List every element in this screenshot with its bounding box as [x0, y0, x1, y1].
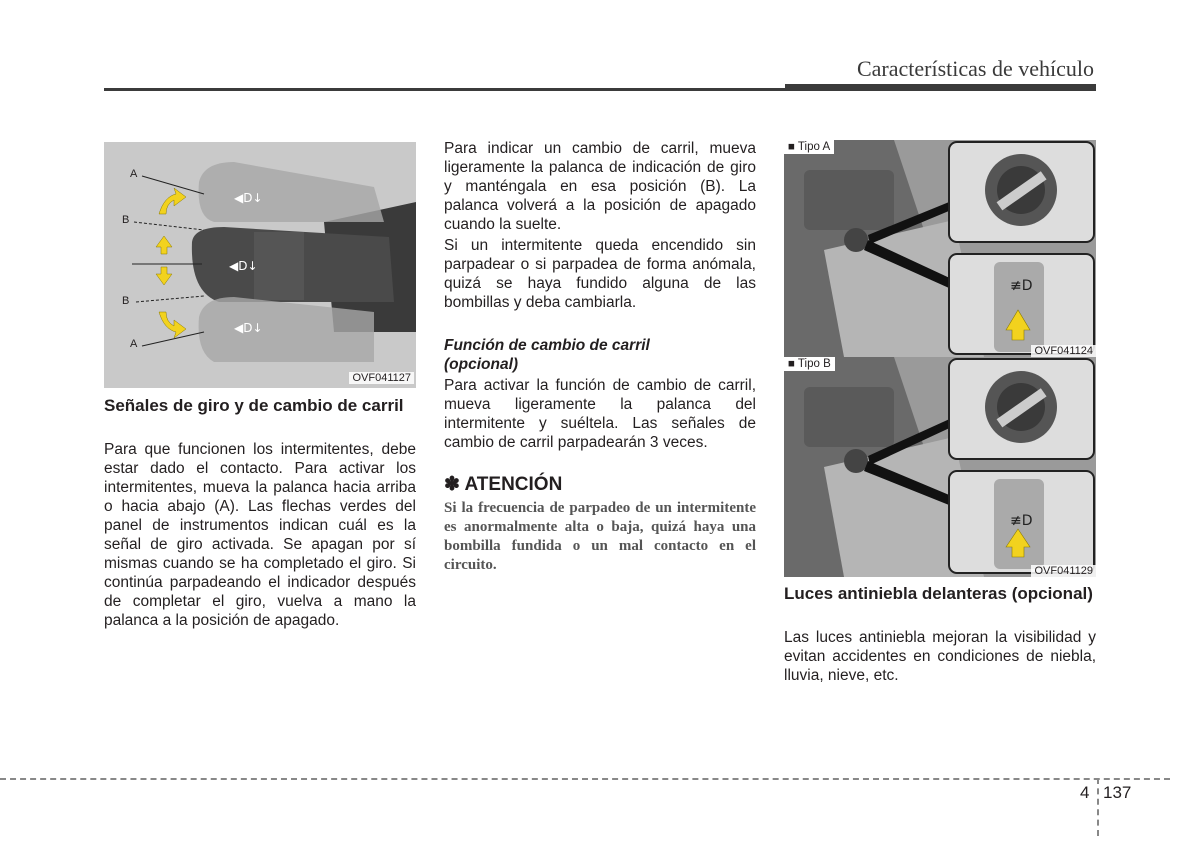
svg-text:◀D↓: ◀D↓ [234, 191, 263, 205]
lane-change-function-paragraph: Para activar la función de cambio de carril, mueva ligeramente la palanca del intermitente y suéltela. Las señales de cambio de carril parpadearán 3 veces. [444, 377, 756, 451]
svg-text:≢D: ≢D [1010, 278, 1033, 294]
footer-divider [1097, 778, 1099, 836]
figure-a-code: OVF041124 [1031, 345, 1096, 357]
fog-lights-heading: Luces antiniebla delanteras (opcional) [784, 584, 1093, 603]
turn-signal-body: Para que funcionen los intermitentes, debe estar dado el contacto. Para activar los intermitentes, mueva la palanca hacia arriba o hacia abajo (A). Las flechas verdes del panel de instrumentos indican cuál es la señal de giro activada. Se apagan por sí mismas cuando se ha completado el giro. Si continúa parpadeando el indicador después de completar el giro, vuelva a mano la palanca a la posición de apagado. [104, 441, 416, 629]
header-rule-accent [785, 84, 1096, 91]
type-b-tag: ■ Tipo B [784, 357, 835, 371]
fog-light-figure-a [784, 140, 1096, 357]
label-a-bottom: A [130, 338, 138, 350]
lane-change-subheading: Función de cambio de carril (opcional) [444, 337, 650, 373]
turn-signal-lever-illustration [104, 142, 416, 388]
svg-text:≢D: ≢D [1010, 513, 1033, 529]
figure-b-code: OVF041129 [1031, 565, 1096, 577]
label-b-bottom: B [122, 295, 130, 307]
fog-switch-illustration-b [784, 357, 1096, 577]
attention-text: Si la frecuencia de parpadeo de un intermitente es anormalmente alta o baja, quizá haya una bombilla fundida o un mal contacto en el circuito. [444, 500, 756, 573]
running-header: Características de vehículo [856, 56, 1094, 81]
malfunction-paragraph: Si un intermitente queda encendido sin parpadear o si parpadea de forma anómala, quizá se haya fundido alguna de las bombillas y deba cambiarla. [444, 237, 756, 311]
page-number: 137 [1103, 783, 1132, 802]
fog-light-figure-b [784, 357, 1096, 577]
turn-signal-heading: Señales de giro y de cambio de carril [104, 396, 404, 415]
svg-text:◀D↓: ◀D↓ [229, 259, 258, 273]
fog-lights-body: Las luces antiniebla mejoran la visibilidad y evitan accidentes en condiciones de niebla, lluvia, nieve, etc. [784, 629, 1096, 684]
type-a-tag: ■ Tipo A [784, 140, 834, 154]
label-b-top: B [122, 214, 130, 226]
figure-code: OVF041127 [349, 372, 414, 384]
footer-rule [0, 778, 1170, 780]
label-a-top: A [130, 168, 138, 180]
turn-signal-figure [104, 142, 416, 388]
attention-title: ✽ ATENCIÓN [444, 474, 563, 495]
svg-text:◀D↓: ◀D↓ [234, 321, 263, 335]
lane-change-paragraph: Para indicar un cambio de carril, mueva ligeramente la palanca de indicación de giro y manténgala en esa posición (B). La palanca volverá a la posición de apagado cuando la suelte. [444, 140, 756, 233]
fog-switch-illustration-a [784, 140, 1096, 357]
section-number: 4 [1080, 783, 1090, 802]
